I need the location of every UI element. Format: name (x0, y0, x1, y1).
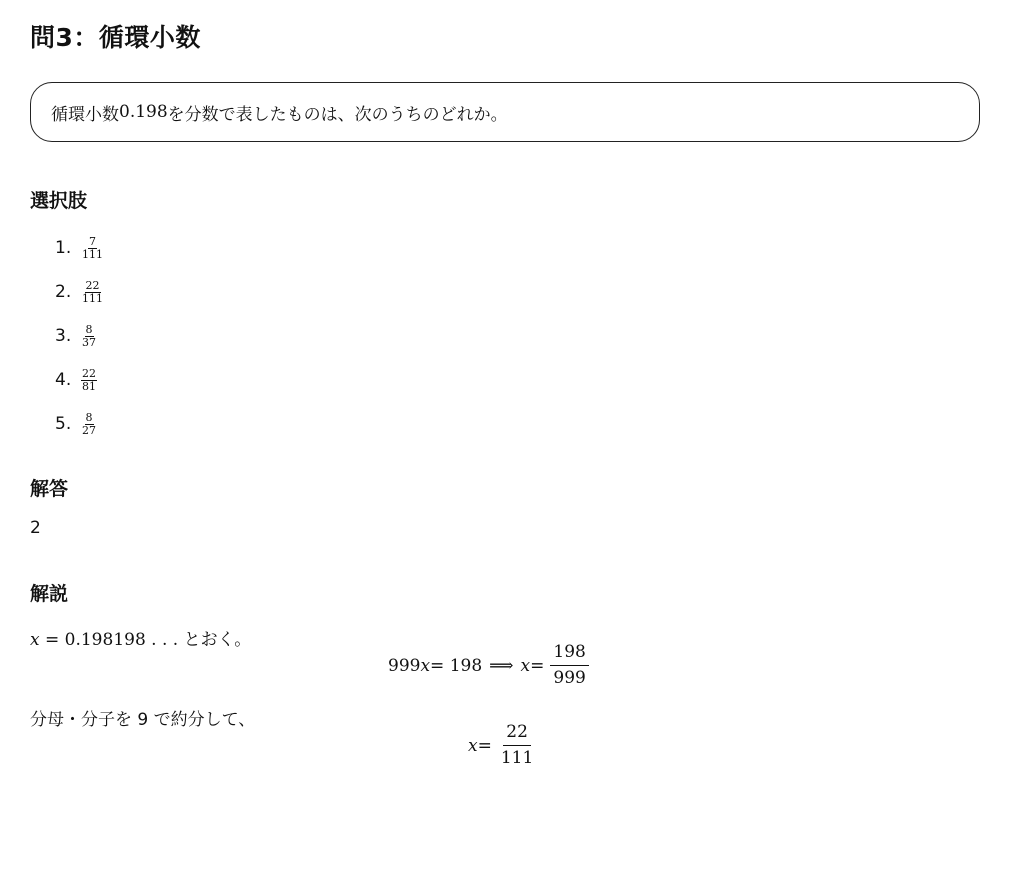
choice-fraction (81, 280, 104, 305)
fraction-numerator: 8 (85, 410, 93, 424)
choice-number: 5. (55, 414, 72, 434)
choice-fraction (81, 324, 97, 349)
answer-heading: 解答 (30, 478, 69, 500)
math-equals: = (530, 655, 545, 676)
fraction-denominator: 111 (82, 247, 103, 261)
choices-list (55, 226, 104, 446)
choice-fraction (81, 412, 97, 437)
explanation-text: とおく。 (178, 630, 252, 650)
choice-number: 3. (55, 326, 72, 346)
math-coefficient: 999 (388, 655, 421, 676)
explanation-heading: 解説 (30, 583, 69, 605)
fraction-denominator: 999 (553, 668, 586, 688)
explanation-line-2: 分母・分子を 9 で約分して、 (30, 710, 256, 730)
question-suffix: を分数で表したものは、次のうちのどれか。 (167, 104, 508, 125)
choice-item (55, 314, 104, 358)
fraction-numerator: 198 (550, 642, 588, 666)
math-equals: = (477, 735, 492, 756)
fraction-numerator: 8 (85, 322, 93, 336)
choice-item (55, 270, 104, 314)
math-variable: x (520, 655, 531, 676)
math-expression: = 0.198198 . . . (39, 630, 179, 650)
implies-arrow: ⟹ (489, 655, 514, 676)
fraction-denominator: 27 (82, 423, 96, 437)
choice-number: 1. (55, 238, 72, 258)
fraction-numerator: 7 (89, 234, 96, 248)
choice-item (55, 358, 104, 402)
fraction-denominator: 37 (82, 335, 96, 349)
answer-value: 2 (30, 518, 41, 538)
question-box (30, 82, 980, 142)
page-title: 問3：循環小数 (30, 23, 201, 52)
choice-item (55, 402, 104, 446)
choice-number: 2. (55, 282, 72, 302)
choice-item (55, 226, 104, 270)
math-variable: x (420, 655, 431, 676)
fraction-numerator: 22 (82, 366, 96, 380)
fraction-denominator: 81 (82, 379, 96, 393)
display-fraction (498, 722, 536, 769)
fraction-numerator: 22 (503, 722, 531, 746)
math-expression: = 198 (430, 655, 483, 676)
fraction-numerator: 22 (85, 278, 100, 292)
question-prefix: 循環小数 (51, 104, 119, 125)
choice-fraction (81, 368, 97, 393)
math-variable: x (468, 735, 478, 756)
math-variable: x (30, 630, 40, 650)
choices-heading: 選択肢 (30, 190, 88, 212)
choice-number: 4. (55, 370, 72, 390)
fraction-denominator: 111 (82, 291, 103, 305)
question-value: 0.198 (119, 102, 168, 122)
equation-2 (468, 722, 536, 769)
choice-fraction (81, 236, 104, 261)
equation-1 (388, 642, 589, 689)
explanation-line-1 (30, 625, 251, 650)
display-fraction (550, 642, 588, 689)
fraction-denominator: 111 (500, 748, 534, 768)
